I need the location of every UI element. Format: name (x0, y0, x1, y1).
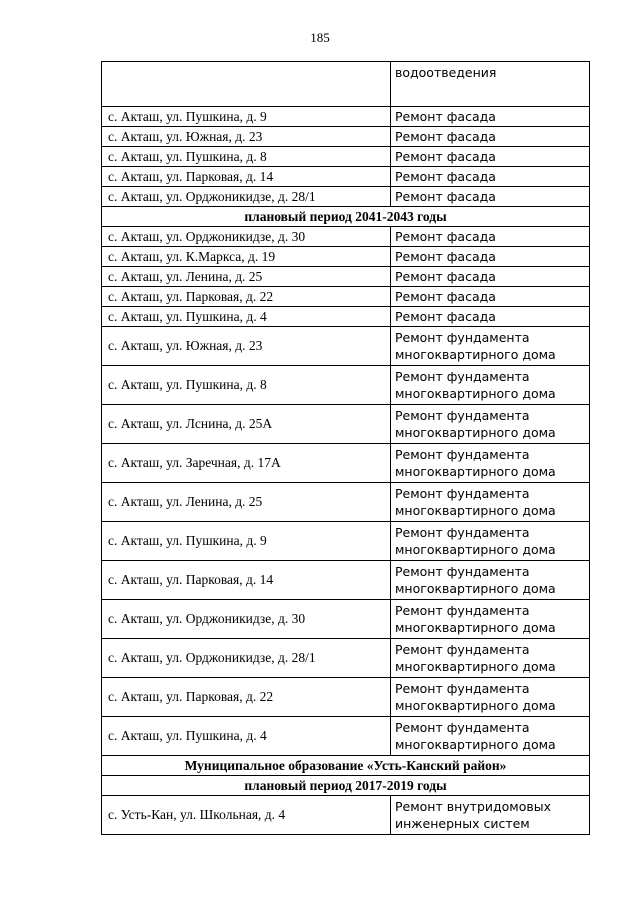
work-type-cell (391, 561, 590, 600)
work-type-line: Ремонт фундамента (395, 642, 530, 657)
work-type-line: многоквартирного дома (395, 737, 556, 752)
address-cell: с. Акташ, ул. Орджоникидзе, д. 28/1 (102, 639, 391, 678)
work-type-cell (391, 483, 590, 522)
address-cell: с. Акташ, ул. Пушкина, д. 4 (102, 717, 391, 756)
address-cell (102, 62, 391, 107)
address-cell: с. Акташ, ул. Ленина, д. 25 (102, 267, 391, 287)
address-cell: с. Акташ, ул. Орджоникидзе, д. 30 (102, 600, 391, 639)
work-type-cell (391, 796, 590, 835)
work-type-cell (391, 600, 590, 639)
work-type-line: многоквартирного дома (395, 347, 556, 362)
work-type-line: многоквартирного дома (395, 620, 556, 635)
table-row (102, 678, 590, 717)
section-title: плановый период 2041-2043 годы (102, 207, 590, 227)
table-row (102, 639, 590, 678)
address-cell: с. Акташ, ул. Парковая, д. 14 (102, 561, 391, 600)
work-type-cell: Ремонт фасада (391, 287, 590, 307)
repair-schedule-table (101, 61, 590, 835)
address-cell: с. Акташ, ул. К.Маркса, д. 19 (102, 247, 391, 267)
work-type-line: многоквартирного дома (395, 581, 556, 596)
table-row (102, 227, 590, 247)
page-number: 185 (310, 30, 330, 45)
work-type-line: Ремонт фундамента (395, 447, 530, 462)
table-row (102, 483, 590, 522)
work-type-line: многоквартирного дома (395, 386, 556, 401)
work-type-cell: Ремонт фасада (391, 127, 590, 147)
work-type-line: многоквартирного дома (395, 464, 556, 479)
section-header-row (102, 756, 590, 776)
address-cell: с. Акташ, ул. Пушкина, д. 8 (102, 147, 391, 167)
address-cell: с. Акташ, ул. Южная, д. 23 (102, 327, 391, 366)
table-row (102, 444, 590, 483)
address-cell: с. Акташ, ул. Орджоникидзе, д. 30 (102, 227, 391, 247)
table-row (102, 600, 590, 639)
work-type-cell (391, 717, 590, 756)
work-type-line: Ремонт фундамента (395, 408, 530, 423)
work-type-line: Ремонт фундамента (395, 525, 530, 540)
section-header-row (102, 776, 590, 796)
work-type-cell: Ремонт фасада (391, 307, 590, 327)
address-cell: с. Акташ, ул. Парковая, д. 22 (102, 678, 391, 717)
work-type-line: многоквартирного дома (395, 659, 556, 674)
table-row (102, 717, 590, 756)
section-title: плановый период 2017-2019 годы (102, 776, 590, 796)
work-type-line: Ремонт фундамента (395, 330, 530, 345)
work-type-cell: Ремонт фасада (391, 167, 590, 187)
table-row (102, 62, 590, 107)
address-cell: с. Акташ, ул. Орджоникидзе, д. 28/1 (102, 187, 391, 207)
section-title: Муниципальное образование «Усть-Канский район» (102, 756, 590, 776)
work-type-cell: Ремонт фасада (391, 107, 590, 127)
work-type-line: Ремонт фундамента (395, 564, 530, 579)
address-cell: с. Акташ, ул. Пушкина, д. 9 (102, 107, 391, 127)
work-type-cell (391, 522, 590, 561)
address-cell: с. Акташ, ул. Пушкина, д. 4 (102, 307, 391, 327)
table-row (102, 147, 590, 167)
work-type-line: Ремонт фундамента (395, 720, 530, 735)
table-row (102, 187, 590, 207)
table-row (102, 287, 590, 307)
work-type-line: Ремонт фундамента (395, 486, 530, 501)
work-type-cell (391, 678, 590, 717)
work-type-cell: Ремонт фасада (391, 227, 590, 247)
table-row (102, 405, 590, 444)
work-type-cell (391, 327, 590, 366)
table-row (102, 247, 590, 267)
address-cell: с. Акташ, ул. Парковая, д. 22 (102, 287, 391, 307)
address-cell: с. Акташ, ул. Заречная, д. 17А (102, 444, 391, 483)
address-cell: с. Акташ, ул. Пушкина, д. 8 (102, 366, 391, 405)
table-row (102, 127, 590, 147)
work-type-line: Ремонт фундамента (395, 603, 530, 618)
work-type-line: Ремонт фундамента (395, 369, 530, 384)
table-row (102, 796, 590, 835)
work-type-line: многоквартирного дома (395, 503, 556, 518)
address-cell: с. Акташ, ул. Южная, д. 23 (102, 127, 391, 147)
work-type-cell: Ремонт фасада (391, 247, 590, 267)
table-row (102, 307, 590, 327)
section-header-row (102, 207, 590, 227)
work-type-cell: водоотведения (391, 62, 590, 107)
work-type-line: многоквартирного дома (395, 542, 556, 557)
address-cell: с. Акташ, ул. Лснина, д. 25А (102, 405, 391, 444)
work-type-cell: Ремонт фасада (391, 187, 590, 207)
table-row (102, 167, 590, 187)
address-cell: с. Акташ, ул. Пушкина, д. 9 (102, 522, 391, 561)
work-type-cell (391, 366, 590, 405)
table-row (102, 366, 590, 405)
work-type-line: Ремонт фундамента (395, 681, 530, 696)
work-type-cell (391, 444, 590, 483)
table-row (102, 107, 590, 127)
address-cell: с. Усть-Кан, ул. Школьная, д. 4 (102, 796, 391, 835)
work-type-line: инженерных систем (395, 816, 530, 831)
table-row (102, 561, 590, 600)
work-type-line: многоквартирного дома (395, 698, 556, 713)
table-row (102, 267, 590, 287)
work-type-cell (391, 405, 590, 444)
work-type-cell (391, 639, 590, 678)
address-cell: с. Акташ, ул. Парковая, д. 14 (102, 167, 391, 187)
address-cell: с. Акташ, ул. Ленина, д. 25 (102, 483, 391, 522)
work-type-line: Ремонт внутридомовых (395, 799, 552, 814)
table-row (102, 327, 590, 366)
table-row (102, 522, 590, 561)
work-type-line: многоквартирного дома (395, 425, 556, 440)
work-type-cell: Ремонт фасада (391, 267, 590, 287)
work-type-cell: Ремонт фасада (391, 147, 590, 167)
